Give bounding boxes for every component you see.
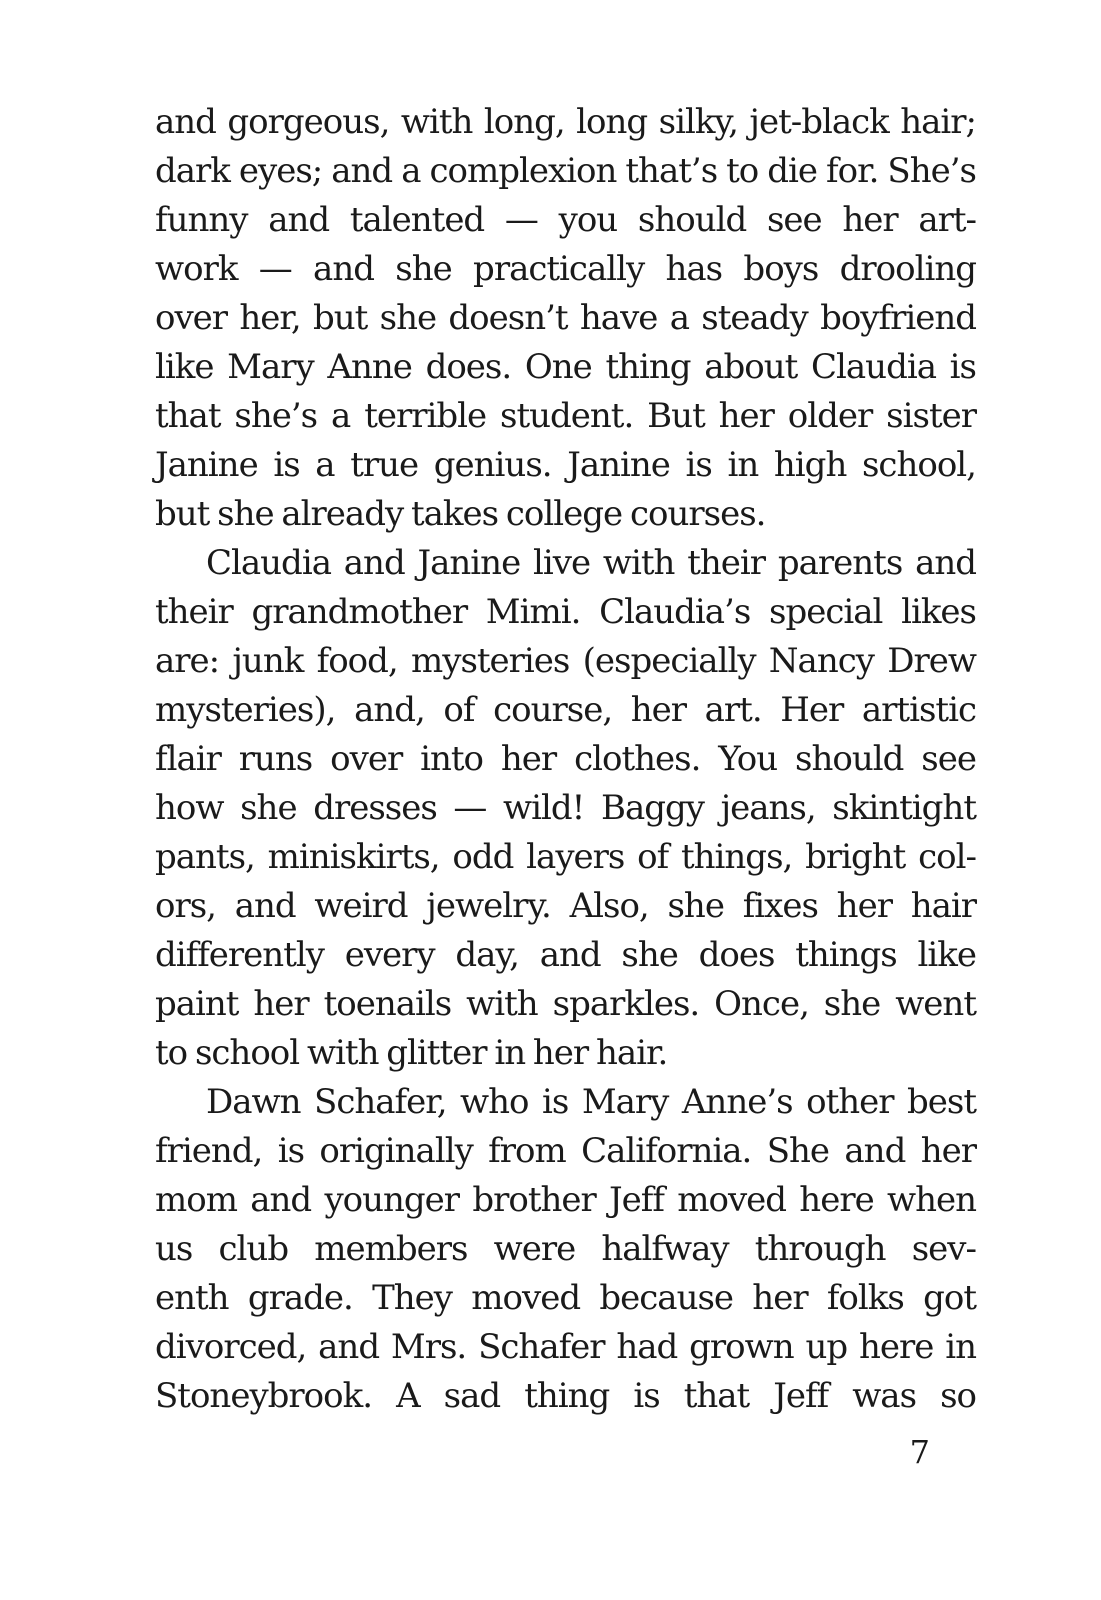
- text-line: enth grade. They moved because her folks got: [155, 1278, 976, 1318]
- text-line: that she’s a terrible student. But her older sister: [155, 396, 976, 436]
- text-line: and gorgeous, with long, long silky, jet-black hair;: [155, 102, 976, 142]
- text-line: ors, and weird jewelry. Also, she fixes her hair: [155, 886, 976, 926]
- text-line: Stoneybrook. A sad thing is that Jeff was so: [155, 1376, 976, 1416]
- text-line: work — and she practically has boys drooling: [155, 249, 976, 289]
- text-line: are: junk food, mysteries (especially Nancy Drew: [155, 641, 976, 681]
- text-line: their grandmother Mimi. Claudia’s special likes: [155, 592, 976, 632]
- text-line: paint her toenails with sparkles. Once, she went: [155, 984, 976, 1024]
- text-line: divorced, and Mrs. Schafer had grown up here in: [155, 1327, 976, 1367]
- text-line: Dawn Schafer, who is Mary Anne’s other best: [206, 1082, 976, 1122]
- body-text: [155, 98, 976, 1421]
- text-line: funny and talented — you should see her art-: [155, 200, 976, 240]
- text-line: but she already takes college courses.: [155, 494, 766, 534]
- text-line: friend, is originally from California. She and her: [155, 1131, 976, 1171]
- text-line: mysteries), and, of course, her art. Her artistic: [155, 690, 976, 730]
- text-line: us club members were halfway through sev-: [155, 1229, 976, 1269]
- text-line: like Mary Anne does. One thing about Claudia is: [155, 347, 976, 387]
- text-line: differently every day, and she does things like: [155, 935, 976, 975]
- text-line: Janine is a true genius. Janine is in high school,: [155, 445, 976, 485]
- page-number: 7: [909, 1433, 930, 1471]
- text-line: Claudia and Janine live with their parents and: [206, 543, 976, 583]
- text-line: how she dresses — wild! Baggy jeans, skintight: [155, 788, 976, 828]
- text-line: flair runs over into her clothes. You should see: [155, 739, 976, 779]
- text-line: dark eyes; and a complexion that’s to die for. She’s: [155, 151, 976, 191]
- text-line: pants, miniskirts, odd layers of things, bright col-: [155, 837, 976, 877]
- text-line: mom and younger brother Jeff moved here when: [155, 1180, 976, 1220]
- text-line: to school with glitter in her hair.: [155, 1033, 668, 1073]
- text-line: over her, but she doesn’t have a steady boyfriend: [155, 298, 976, 338]
